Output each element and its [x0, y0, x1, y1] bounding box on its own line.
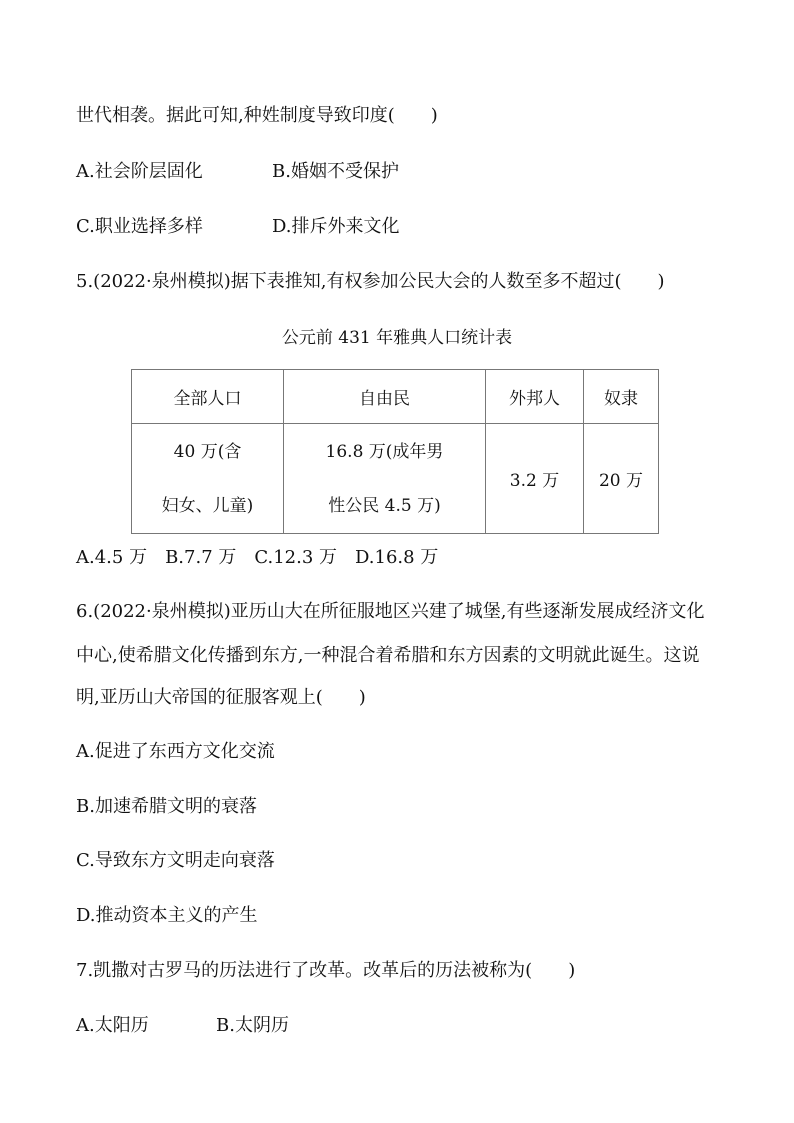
- q5-stem: 5.(2022·泉州模拟)据下表推知,有权参加公民大会的人数至多不超过( ): [76, 271, 665, 292]
- q6-option-a: A.促进了东西方文化交流: [76, 741, 275, 762]
- header-foreigners: 外邦人: [486, 370, 584, 424]
- cell-freemen-line-1: 16.8 万(成年男: [325, 441, 444, 462]
- q5-options: A.4.5 万 B.7.7 万 C.12.3 万 D.16.8 万: [76, 547, 439, 568]
- header-slaves: 奴隶: [584, 370, 659, 424]
- q6-stem-line-1: 6.(2022·泉州模拟)亚历山大在所征服地区兴建了城堡,有些逐渐发展成经济文化: [76, 601, 705, 622]
- cell-total-line-1: 40 万(含: [173, 441, 242, 462]
- q7-stem: 7.凯撒对古罗马的历法进行了改革。改革后的历法被称为( ): [76, 960, 576, 981]
- cell-total-population: [132, 424, 284, 534]
- q7-option-b: B.太阴历: [216, 1015, 289, 1036]
- table-row: [132, 424, 659, 534]
- q4-option-a: A.社会阶层固化: [76, 161, 203, 182]
- header-total-population: 全部人口: [132, 370, 284, 424]
- header-freemen: 自由民: [284, 370, 486, 424]
- q5-table-title: 公元前 431 年雅典人口统计表: [281, 328, 513, 348]
- q4-option-c: C.职业选择多样: [76, 216, 203, 237]
- cell-total-line-2: 妇女、儿童): [161, 495, 254, 516]
- cell-freemen-line-2: 性公民 4.5 万): [328, 495, 441, 516]
- cell-freemen: [284, 424, 486, 534]
- q7-options-row: [76, 1014, 289, 1038]
- q4-options-row-1: [76, 160, 399, 184]
- q6-stem-line-2: 中心,使希腊文化传播到东方,一种混合着希腊和东方因素的文明就此诞生。这说: [76, 645, 700, 666]
- q6-option-c: C.导致东方文明走向衰落: [76, 850, 275, 871]
- q6-option-d: D.推动资本主义的产生: [76, 905, 258, 926]
- q4-options-row-2: [76, 215, 400, 239]
- cell-slaves: 20 万: [584, 424, 659, 534]
- q6-option-b: B.加速希腊文明的衰落: [76, 796, 257, 817]
- q7-option-a: A.太阳历: [76, 1015, 149, 1036]
- cell-foreigners: 3.2 万: [486, 424, 584, 534]
- q4-option-b: B.婚姻不受保护: [272, 161, 399, 182]
- q4-stem-tail: 世代相袭。据此可知,种姓制度导致印度( ): [76, 105, 438, 126]
- q4-option-d: D.排斥外来文化: [272, 216, 400, 237]
- q6-stem-line-3: 明,亚历山大帝国的征服客观上( ): [76, 687, 366, 708]
- table-header-row: [132, 370, 659, 424]
- population-table: [131, 369, 659, 534]
